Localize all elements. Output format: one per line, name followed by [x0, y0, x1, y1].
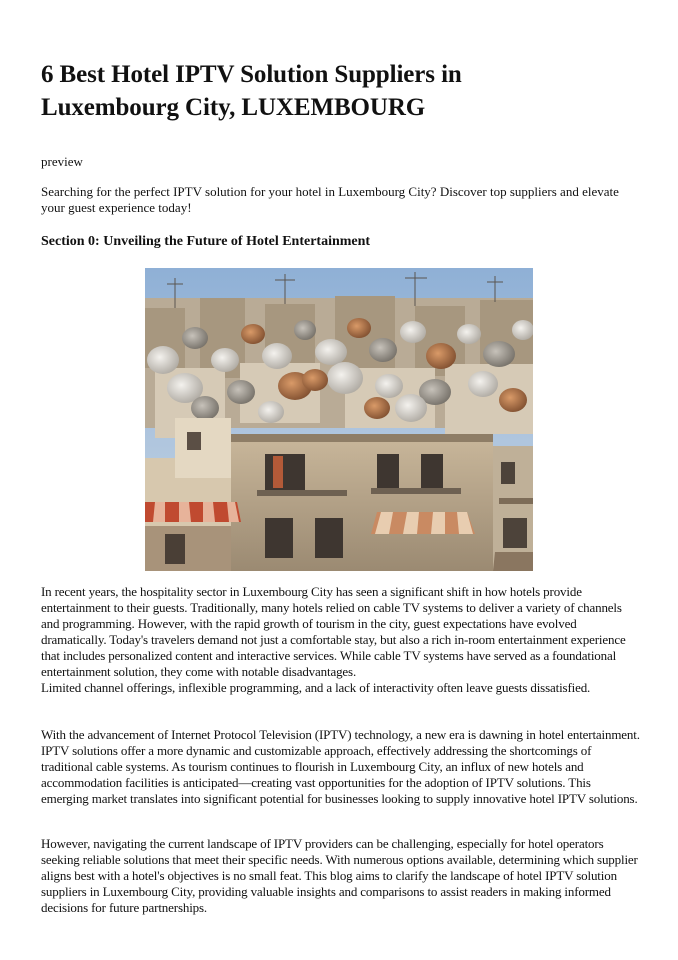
body-paragraph-3: However, navigating the current landscape of IPTV providers can be challenging, especially for hotel operators seeking reliable solutions that meet their specific needs. With numerous options available, determining which supplier aligns best with a hotel's objectives is no small feat. This blog aims to clarify the landscape of hotel IPTV solution suppliers in Luxembourg City, providing valuable insights and comparisons to assist readers in making informed decisions for future partnerships.: [41, 836, 638, 915]
body-paragraph-2: With the advancement of Internet Protocol Television (IPTV) technology, a new era is dawning in hotel entertainment. IPTV solutions offer a more dynamic and customizable approach, effectively addressing the shortcomings of traditional cable systems. As tourism continues to flourish in Luxembourg City, an influx of new hotels and accommodation facilities is anticipated—creating vast opportunities for the adoption of IPTV solutions. This emerging market translates into significant potential for businesses looking to supply innovative hotel IPTV solutions.: [41, 727, 640, 806]
preview-label: preview: [41, 154, 83, 169]
body-paragraph-1b-text: Limited channel offerings, inflexible programming, and a lack of interactivity often leave guests dissatisfied.: [41, 680, 591, 695]
body-paragraph-1: [41, 584, 641, 696]
section-heading: Section 0: Unveiling the Future of Hotel Entertainment: [41, 234, 371, 249]
rooftop-satellite-dishes-photo: [145, 268, 533, 571]
intro-paragraph: Searching for the perfect IPTV solution for your hotel in Luxembourg City? Discover top suppliers and elevate your guest experience today!: [41, 184, 619, 215]
body-paragraph-1-text: In recent years, the hospitality sector in Luxembourg City has seen a significant shift in how hotels provide entertainment to their guests. Traditionally, many hotels relied on cable TV systems to deliver a variety of channels and programming. However, with the rapid growth of tourism in the city, guest expectations have evolved dramatically. Today's travelers demand not just a comfortable stay, but also a rich in-room entertainment experience that includes personalized content and interactive services. While cable TV systems have served as a foundational entertainment solution, they come with notable disadvantages.: [41, 584, 626, 679]
article-title: 6 Best Hotel IPTV Solution Suppliers in Luxembourg City, LUXEMBOURG: [41, 61, 462, 121]
